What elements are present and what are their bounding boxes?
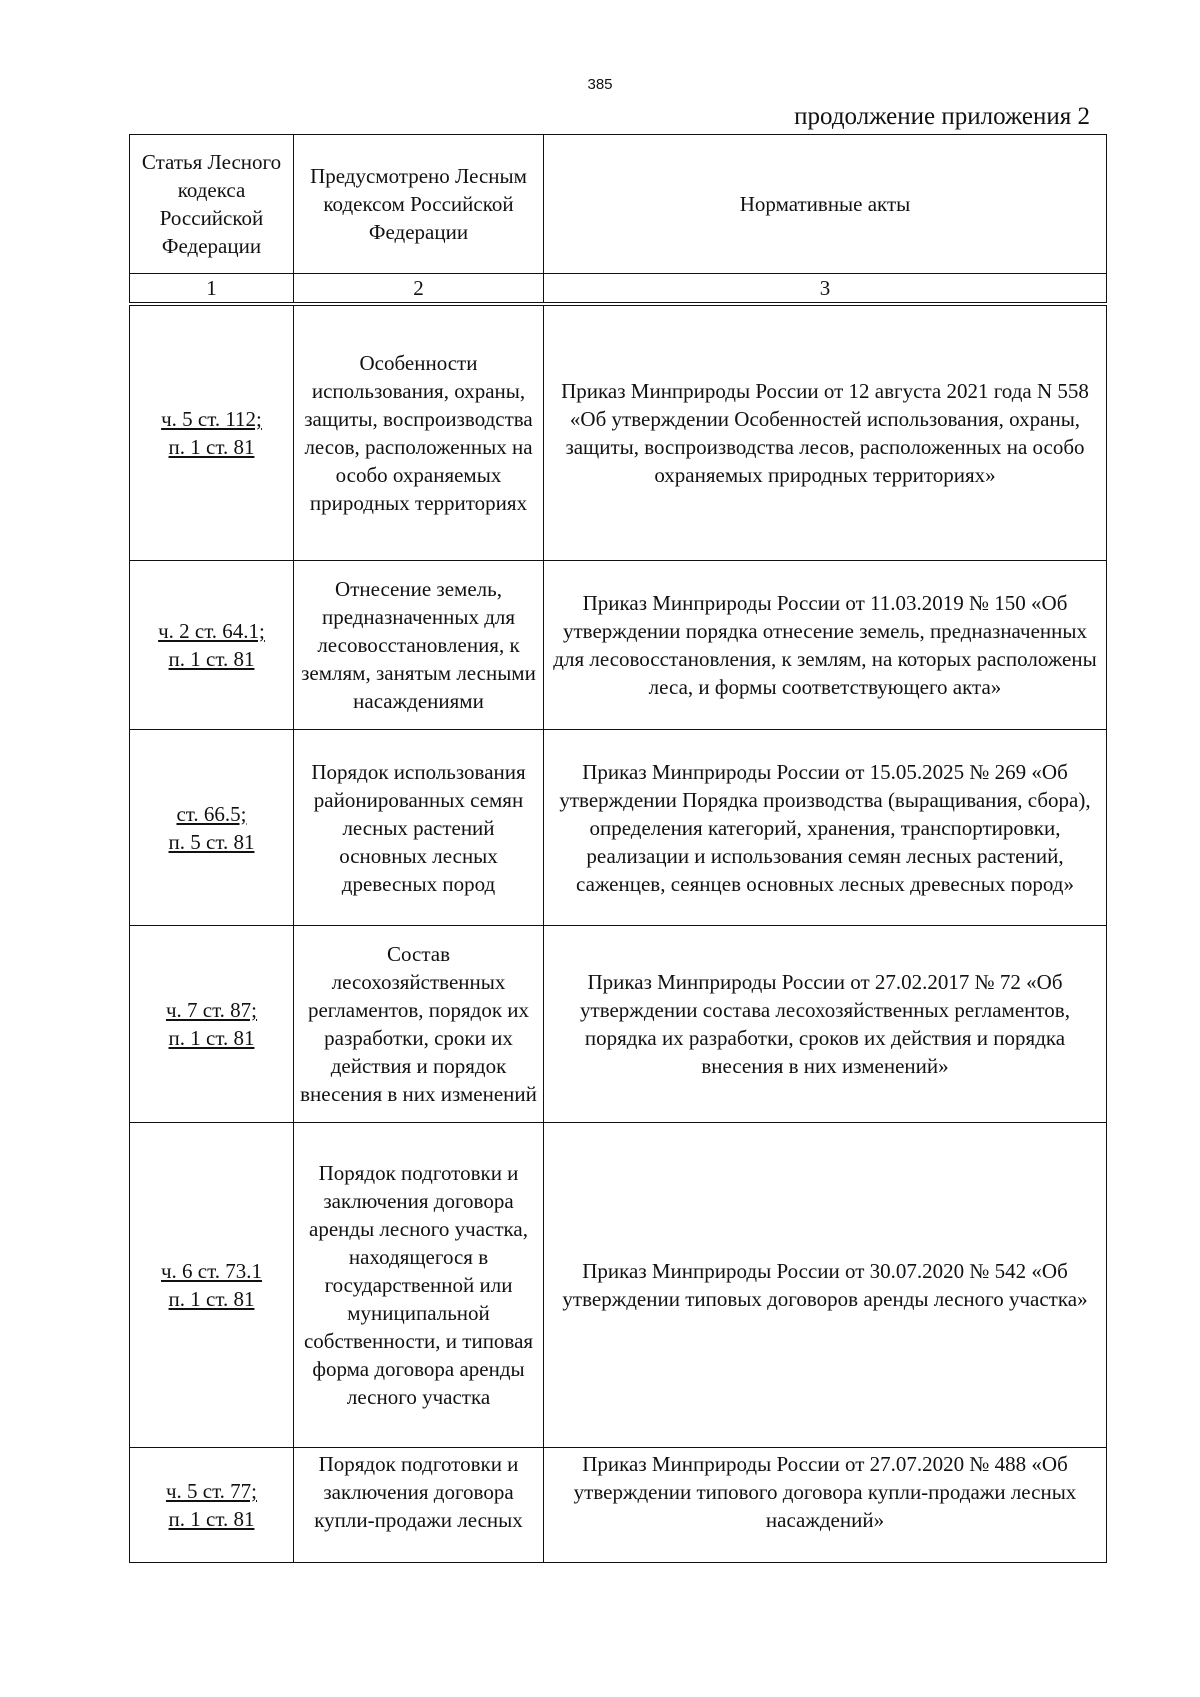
provided-cell: Порядок подготовки и заключения договора аренды лесного участка, находящегося в государственной или муниципальной собственности, и типовая форма договора аренды лесного участка xyxy=(294,1123,544,1448)
article-reference: ст. 66.5; xyxy=(176,801,247,826)
article-cell xyxy=(130,1448,294,1563)
table-header-row xyxy=(130,135,1107,274)
article-reference: ч. 7 ст. 87; xyxy=(165,998,258,1022)
provided-cell: Порядок подготовки и заключения договора купли-продажи лесных xyxy=(294,1448,544,1563)
article-reference: п. 1 ст. 81 xyxy=(168,1287,255,1311)
act-cell: Приказ Минприроды России от 12 августа 2021 года N 558 «Об утверждении Особенностей использования, охраны, защиты, воспроизводства лесов, расположенных на особо охраняемых природных территориях» xyxy=(544,304,1107,561)
column-number-row xyxy=(130,274,1107,305)
provided-cell: Особенности использования, охраны, защиты, воспроизводства лесов, расположенных на особо охраняемых природных территориях xyxy=(294,304,544,561)
appendix-continuation-label: продолжение приложения 2 xyxy=(794,103,1090,130)
table-row xyxy=(130,561,1107,730)
article-reference: ч. 2 ст. 64.1; xyxy=(158,619,265,643)
table-row xyxy=(130,304,1107,561)
act-cell: Приказ Минприроды России от 27.02.2017 № 72 «Об утверждении состава лесохозяйственных регламентов, порядка их разработки, сроков их действия и порядка внесения в них изменений» xyxy=(544,926,1107,1123)
table-row xyxy=(130,730,1107,926)
column-number: 1 xyxy=(130,274,294,305)
page-number: 385 xyxy=(587,76,613,93)
article-reference: ч. 5 ст. 112; xyxy=(161,407,262,431)
article-cell xyxy=(130,926,294,1123)
act-cell: Приказ Минприроды России от 27.07.2020 № 488 «Об утверждении типового договора купли-продажи лесных насаждений» xyxy=(544,1448,1107,1563)
act-cell: Приказ Минприроды России от 11.03.2019 № 150 «Об утверждении порядка отнесение земель, предназначенных для лесовосстановления, к землям, на которых расположены леса, и формы соответствующего акта» xyxy=(544,561,1107,730)
article-cell xyxy=(130,561,294,730)
article-cell xyxy=(130,304,294,561)
article-reference: п. 1 ст. 81 xyxy=(168,647,255,671)
header-provided: Предусмотрено Лесным кодексом Российской Федерации xyxy=(294,135,544,274)
provided-cell: Порядок использования районированных семян лесных растений основных лесных древесных пород xyxy=(294,730,544,926)
column-number: 2 xyxy=(294,274,544,305)
normative-acts-table xyxy=(129,134,1107,1563)
table-row xyxy=(130,1448,1107,1563)
article-reference: ч. 6 ст. 73.1 xyxy=(161,1259,262,1283)
article-cell xyxy=(130,730,294,926)
provided-cell: Отнесение земель, предназначенных для лесовосстановления, к землям, занятым лесными насаждениями xyxy=(294,561,544,730)
article-cell xyxy=(130,1123,294,1448)
table-row xyxy=(130,926,1107,1123)
article-reference: п. 5 ст. 81 xyxy=(168,829,255,854)
provided-cell: Состав лесохозяйственных регламентов, порядок их разработки, сроки их действия и порядок внесения в них изменений xyxy=(294,926,544,1123)
article-reference: ч. 5 ст. 77; xyxy=(165,1479,258,1503)
article-reference: п. 1 ст. 81 xyxy=(168,435,255,459)
act-cell: Приказ Минприроды России от 15.05.2025 № 269 «Об утверждении Порядка производства (выращивания, сбора), определения категорий, хранения, транспортировки, реализации и использования семян лесных растений, саженцев, сеянцев основных лесных древесных пород» xyxy=(544,730,1107,926)
header-article: Статья Лесного кодекса Российской Федерации xyxy=(130,135,294,274)
article-reference: п. 1 ст. 81 xyxy=(168,1507,255,1531)
article-reference: п. 1 ст. 81 xyxy=(168,1026,255,1050)
act-cell: Приказ Минприроды России от 30.07.2020 № 542 «Об утверждении типовых договоров аренды лесного участка» xyxy=(544,1123,1107,1448)
column-number: 3 xyxy=(544,274,1107,305)
header-acts: Нормативные акты xyxy=(544,135,1107,274)
table-row xyxy=(130,1123,1107,1448)
